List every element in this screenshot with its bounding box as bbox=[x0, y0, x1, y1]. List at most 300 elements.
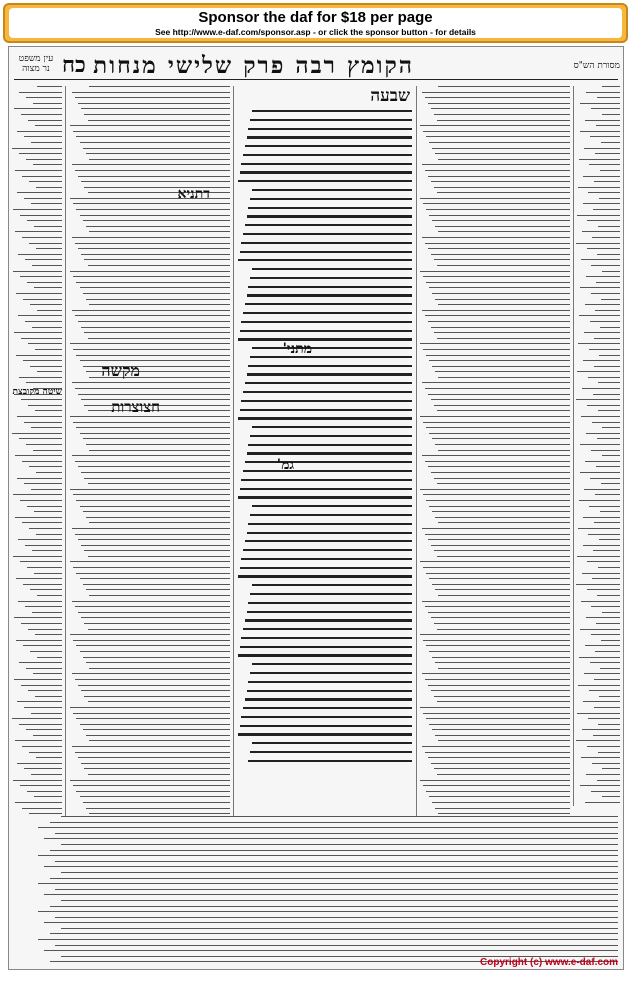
text-line bbox=[598, 752, 620, 753]
text-line bbox=[438, 740, 570, 741]
text-line bbox=[241, 716, 412, 718]
text-line bbox=[13, 494, 63, 495]
text-line bbox=[248, 602, 412, 604]
text-line bbox=[76, 427, 230, 428]
text-line bbox=[598, 382, 620, 383]
text-line bbox=[76, 136, 230, 137]
text-line bbox=[70, 707, 230, 708]
text-line bbox=[31, 774, 62, 775]
text-line bbox=[431, 763, 571, 764]
text-line bbox=[22, 522, 62, 523]
text-line bbox=[593, 394, 620, 395]
text-line bbox=[31, 203, 62, 204]
text-line bbox=[426, 136, 570, 137]
text-line bbox=[241, 400, 412, 402]
text-line bbox=[432, 729, 570, 730]
text-line bbox=[428, 394, 571, 395]
text-line bbox=[579, 657, 620, 658]
text-line bbox=[38, 827, 618, 828]
text-line bbox=[89, 522, 230, 523]
text-line bbox=[240, 488, 412, 490]
text-line bbox=[88, 556, 230, 557]
text-line bbox=[243, 707, 412, 709]
text-line bbox=[438, 595, 570, 596]
dibbur-mishnah: מתני' bbox=[282, 341, 312, 357]
text-line bbox=[583, 176, 620, 177]
text-line bbox=[585, 802, 620, 803]
text-line bbox=[248, 286, 412, 288]
text-line bbox=[25, 321, 62, 322]
text-line bbox=[590, 478, 620, 479]
text-line bbox=[434, 550, 571, 551]
text-line bbox=[583, 360, 620, 361]
text-line bbox=[245, 145, 412, 147]
text-line bbox=[78, 248, 230, 249]
text-line bbox=[597, 780, 620, 781]
text-line bbox=[34, 226, 63, 227]
text-line bbox=[437, 483, 571, 484]
text-line bbox=[36, 472, 63, 473]
ein-mishpat-label: עין משפט נר מצוה bbox=[18, 54, 54, 74]
text-line bbox=[22, 237, 62, 238]
text-line bbox=[21, 685, 62, 686]
text-line bbox=[241, 479, 412, 481]
column-separator bbox=[573, 86, 574, 806]
text-line bbox=[247, 136, 412, 138]
text-line bbox=[86, 517, 230, 518]
text-line bbox=[600, 170, 620, 171]
text-line bbox=[86, 299, 230, 300]
text-line bbox=[423, 567, 570, 568]
text-line bbox=[70, 271, 230, 272]
text-line bbox=[241, 321, 412, 323]
text-line bbox=[422, 237, 571, 238]
text-line bbox=[420, 561, 570, 562]
text-line bbox=[75, 315, 230, 316]
talmud-page-scan bbox=[8, 46, 624, 970]
text-line bbox=[44, 838, 618, 839]
text-line bbox=[25, 259, 63, 260]
text-line bbox=[76, 573, 230, 574]
sponsor-banner[interactable] bbox=[3, 3, 628, 43]
text-line bbox=[580, 131, 620, 132]
text-line bbox=[431, 472, 571, 473]
text-line bbox=[438, 86, 570, 87]
text-line bbox=[585, 120, 620, 121]
column-separator bbox=[65, 86, 66, 816]
text-line bbox=[588, 718, 620, 719]
text-line bbox=[586, 774, 620, 775]
copyright-text[interactable]: Copyright (c) www.e-daf.com bbox=[480, 957, 618, 968]
text-line bbox=[72, 673, 230, 674]
text-line bbox=[78, 539, 230, 540]
text-line bbox=[44, 866, 618, 867]
text-line bbox=[70, 780, 230, 781]
text-line bbox=[438, 450, 570, 451]
text-line bbox=[248, 760, 412, 762]
text-line bbox=[24, 768, 62, 769]
text-line bbox=[19, 377, 63, 378]
text-line bbox=[78, 757, 230, 758]
text-line bbox=[29, 466, 63, 467]
text-line bbox=[584, 489, 620, 490]
text-line bbox=[594, 338, 620, 339]
text-line bbox=[38, 883, 618, 884]
text-line bbox=[438, 377, 570, 378]
text-line bbox=[21, 338, 63, 339]
text-line bbox=[245, 224, 412, 226]
text-line bbox=[83, 220, 230, 221]
text-line bbox=[76, 718, 230, 719]
text-line bbox=[80, 578, 230, 579]
text-line bbox=[23, 360, 62, 361]
text-line bbox=[15, 170, 63, 171]
text-line bbox=[426, 427, 570, 428]
text-line bbox=[600, 327, 620, 328]
text-line bbox=[592, 763, 620, 764]
text-line bbox=[420, 707, 570, 708]
text-line bbox=[581, 757, 620, 758]
text-line bbox=[420, 271, 570, 272]
text-line bbox=[252, 268, 412, 270]
text-line bbox=[32, 550, 63, 551]
text-line bbox=[250, 119, 412, 121]
text-line bbox=[595, 494, 620, 495]
text-line bbox=[21, 623, 63, 624]
text-line bbox=[577, 215, 620, 216]
text-line bbox=[84, 478, 230, 479]
text-line bbox=[420, 489, 570, 490]
text-line bbox=[432, 366, 570, 367]
text-line bbox=[599, 355, 620, 356]
text-line bbox=[428, 176, 571, 177]
text-line bbox=[595, 310, 620, 311]
text-line bbox=[238, 575, 412, 577]
text-line bbox=[31, 142, 63, 143]
text-line bbox=[425, 679, 571, 680]
text-line bbox=[83, 148, 230, 149]
text-line bbox=[422, 528, 571, 529]
text-line bbox=[580, 472, 620, 473]
text-line bbox=[32, 265, 63, 266]
text-line bbox=[27, 220, 63, 221]
text-line bbox=[423, 713, 570, 714]
text-line bbox=[602, 796, 620, 797]
text-line bbox=[88, 774, 230, 775]
text-line bbox=[240, 171, 412, 173]
text-line bbox=[245, 619, 412, 621]
text-line bbox=[248, 207, 412, 209]
text-line bbox=[86, 662, 230, 663]
text-line bbox=[243, 628, 412, 630]
text-line bbox=[594, 181, 620, 182]
text-line bbox=[81, 617, 230, 618]
text-line bbox=[583, 701, 620, 702]
text-line bbox=[426, 791, 570, 792]
text-line bbox=[25, 606, 62, 607]
text-line bbox=[88, 701, 230, 702]
text-line bbox=[434, 623, 571, 624]
text-line bbox=[598, 410, 620, 411]
text-line bbox=[30, 651, 62, 652]
text-line bbox=[431, 254, 571, 255]
text-line bbox=[73, 640, 230, 641]
text-line bbox=[431, 690, 571, 691]
text-line bbox=[15, 802, 62, 803]
text-line bbox=[89, 231, 230, 232]
text-line bbox=[81, 472, 230, 473]
text-line bbox=[16, 578, 63, 579]
page-header-title: הקומץ רבה פרק שלישי מנחות bbox=[93, 52, 414, 79]
text-line bbox=[597, 254, 620, 255]
text-line bbox=[75, 606, 230, 607]
text-line bbox=[19, 153, 62, 154]
text-line bbox=[437, 120, 571, 121]
text-line bbox=[240, 330, 412, 332]
text-line bbox=[422, 92, 571, 93]
text-line bbox=[14, 679, 62, 680]
text-line bbox=[72, 382, 230, 383]
text-line bbox=[38, 939, 618, 940]
text-line bbox=[594, 366, 620, 367]
text-line bbox=[435, 226, 570, 227]
text-line bbox=[84, 623, 230, 624]
text-line bbox=[434, 405, 571, 406]
text-line bbox=[27, 567, 62, 568]
text-line bbox=[435, 662, 570, 663]
text-line bbox=[438, 813, 570, 814]
text-line bbox=[72, 310, 230, 311]
text-line bbox=[250, 198, 412, 200]
text-line bbox=[591, 450, 620, 451]
text-line bbox=[20, 500, 63, 501]
text-line bbox=[75, 679, 230, 680]
text-line bbox=[20, 215, 63, 216]
text-line bbox=[250, 356, 412, 358]
text-line bbox=[72, 92, 230, 93]
text-line bbox=[591, 293, 620, 294]
text-line bbox=[435, 444, 570, 445]
text-line bbox=[581, 601, 620, 602]
text-line bbox=[587, 561, 620, 562]
text-line bbox=[24, 198, 62, 199]
text-line bbox=[582, 729, 620, 730]
text-line bbox=[435, 299, 570, 300]
text-line bbox=[35, 349, 63, 350]
text-line bbox=[29, 181, 63, 182]
text-line bbox=[585, 645, 620, 646]
text-line bbox=[435, 589, 570, 590]
text-line bbox=[15, 517, 62, 518]
text-line bbox=[593, 735, 620, 736]
text-line bbox=[31, 427, 63, 428]
text-line bbox=[431, 545, 571, 546]
text-line bbox=[580, 444, 620, 445]
text-line bbox=[27, 791, 63, 792]
text-line bbox=[587, 220, 620, 221]
text-line bbox=[426, 209, 570, 210]
text-line bbox=[432, 584, 570, 585]
text-line bbox=[594, 522, 620, 523]
text-line bbox=[252, 584, 412, 586]
text-line bbox=[600, 668, 620, 669]
text-line bbox=[425, 388, 571, 389]
text-line bbox=[84, 550, 230, 551]
text-line bbox=[241, 163, 412, 165]
text-line bbox=[50, 878, 618, 879]
text-line bbox=[594, 679, 620, 680]
text-line bbox=[19, 662, 63, 663]
text-line bbox=[23, 645, 62, 646]
text-line bbox=[32, 612, 62, 613]
text-line bbox=[591, 108, 620, 109]
text-line bbox=[248, 523, 412, 525]
text-line bbox=[580, 785, 620, 786]
text-line bbox=[35, 125, 62, 126]
text-line bbox=[28, 343, 63, 344]
text-line bbox=[81, 545, 230, 546]
text-line bbox=[17, 478, 62, 479]
text-line bbox=[34, 796, 63, 797]
text-line bbox=[14, 332, 63, 333]
text-line bbox=[238, 180, 412, 182]
text-line bbox=[29, 752, 63, 753]
text-line bbox=[55, 945, 618, 946]
text-line bbox=[578, 685, 620, 686]
text-line bbox=[434, 332, 571, 333]
text-line bbox=[84, 696, 230, 697]
text-line bbox=[72, 164, 230, 165]
text-line bbox=[89, 450, 230, 451]
text-line bbox=[434, 114, 571, 115]
text-line bbox=[33, 673, 63, 674]
text-line bbox=[423, 276, 570, 277]
text-line bbox=[73, 349, 230, 350]
text-line bbox=[80, 215, 230, 216]
text-line bbox=[72, 455, 230, 456]
text-line bbox=[37, 310, 63, 311]
text-line bbox=[89, 595, 230, 596]
text-line bbox=[434, 696, 571, 697]
text-line bbox=[434, 478, 571, 479]
text-line bbox=[86, 808, 230, 809]
text-line bbox=[27, 506, 63, 507]
text-line bbox=[428, 321, 571, 322]
text-line bbox=[22, 176, 63, 177]
text-line bbox=[247, 294, 412, 296]
text-line bbox=[438, 522, 570, 523]
text-line bbox=[88, 120, 230, 121]
text-line bbox=[15, 455, 63, 456]
text-line bbox=[73, 713, 230, 714]
text-line bbox=[598, 567, 620, 568]
text-line bbox=[18, 254, 63, 255]
text-line bbox=[252, 189, 412, 191]
text-line bbox=[33, 164, 62, 165]
text-line bbox=[20, 276, 62, 277]
text-line bbox=[86, 226, 230, 227]
text-line bbox=[432, 438, 570, 439]
text-line bbox=[84, 332, 230, 333]
text-line bbox=[36, 534, 62, 535]
text-line bbox=[583, 545, 620, 546]
text-line bbox=[28, 120, 62, 121]
text-line bbox=[84, 259, 230, 260]
text-line bbox=[30, 304, 63, 305]
text-line bbox=[587, 405, 620, 406]
text-line bbox=[22, 808, 62, 809]
text-line bbox=[88, 483, 230, 484]
text-line bbox=[434, 259, 571, 260]
text-line bbox=[72, 528, 230, 529]
text-line bbox=[437, 774, 571, 775]
text-line bbox=[438, 304, 570, 305]
text-line bbox=[247, 611, 412, 613]
text-line bbox=[248, 128, 412, 130]
text-line bbox=[22, 746, 63, 747]
text-line bbox=[240, 409, 412, 411]
text-line bbox=[12, 433, 62, 434]
text-line bbox=[84, 768, 230, 769]
text-line bbox=[86, 444, 230, 445]
text-line bbox=[586, 276, 620, 277]
text-line bbox=[83, 802, 230, 803]
text-line bbox=[579, 315, 620, 316]
text-line bbox=[426, 355, 570, 356]
text-line bbox=[592, 237, 620, 238]
text-line bbox=[31, 713, 63, 714]
text-line bbox=[598, 226, 620, 227]
text-line bbox=[78, 685, 230, 686]
text-line bbox=[35, 634, 63, 635]
text-line bbox=[580, 287, 620, 288]
text-line bbox=[425, 170, 571, 171]
text-line bbox=[50, 906, 618, 907]
text-line bbox=[602, 271, 620, 272]
text-line bbox=[590, 321, 620, 322]
dibbur-tanya: דתניא bbox=[177, 186, 210, 202]
text-line bbox=[18, 539, 63, 540]
text-line bbox=[24, 483, 62, 484]
text-line bbox=[76, 282, 230, 283]
text-line bbox=[250, 435, 412, 437]
sponsor-title: Sponsor the daf for $18 per page bbox=[198, 9, 433, 26]
text-line bbox=[83, 729, 230, 730]
text-line bbox=[425, 315, 571, 316]
text-line bbox=[429, 215, 570, 216]
text-line bbox=[30, 589, 63, 590]
text-line bbox=[24, 136, 63, 137]
text-line bbox=[599, 696, 620, 697]
text-line bbox=[596, 623, 620, 624]
text-line bbox=[252, 742, 412, 744]
text-line bbox=[426, 573, 570, 574]
text-line bbox=[435, 517, 570, 518]
text-line bbox=[250, 672, 412, 674]
text-line bbox=[34, 287, 62, 288]
sponsor-subtitle[interactable]: See http://www.e-daf.com/sponsor.asp - or click the sponsor button - for details bbox=[155, 27, 476, 37]
text-line bbox=[585, 304, 620, 305]
text-line bbox=[81, 327, 230, 328]
rashi-column bbox=[420, 86, 570, 816]
text-line bbox=[78, 466, 230, 467]
text-line bbox=[15, 740, 63, 741]
text-line bbox=[14, 108, 62, 109]
text-line bbox=[595, 153, 620, 154]
text-line bbox=[80, 724, 230, 725]
text-line bbox=[84, 114, 230, 115]
text-line bbox=[70, 125, 230, 126]
